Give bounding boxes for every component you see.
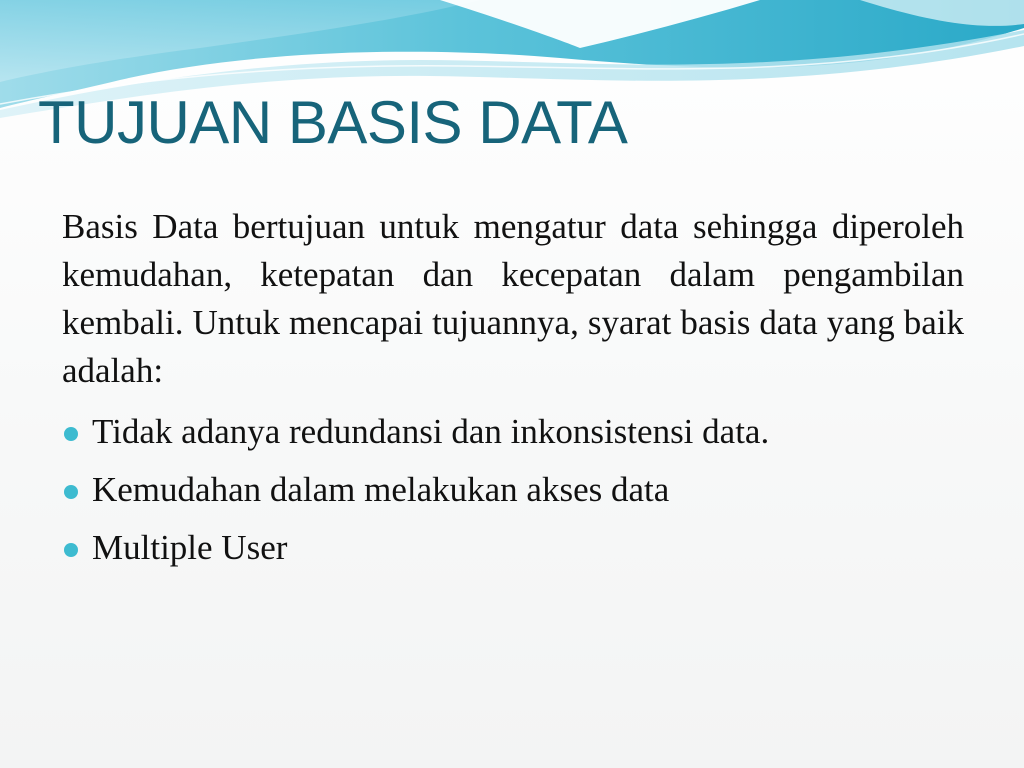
intro-paragraph: Basis Data bertujuan untuk mengatur data sehingga diperoleh kemudahan, ketepatan dan kecepatan dalam pengambilan kembali. Untuk mencapai tujuannya, syarat basis data yang baik adalah:: [62, 207, 964, 390]
list-item: [62, 461, 964, 519]
list-item: [62, 403, 964, 461]
bullet-dot-icon: [64, 485, 78, 499]
list-item-text: Tidak adanya redundansi dan inkonsistensi data.: [92, 412, 770, 451]
slide-body: [62, 203, 964, 577]
bullet-dot-icon: [64, 543, 78, 557]
bullet-list: [62, 403, 964, 577]
list-item: [62, 519, 964, 577]
bullet-dot-icon: [64, 427, 78, 441]
list-item-text: Kemudahan dalam melakukan akses data: [92, 470, 670, 509]
list-item-text: Multiple User: [92, 528, 288, 567]
slide-title: TUJUAN BASIS DATA: [38, 89, 628, 156]
